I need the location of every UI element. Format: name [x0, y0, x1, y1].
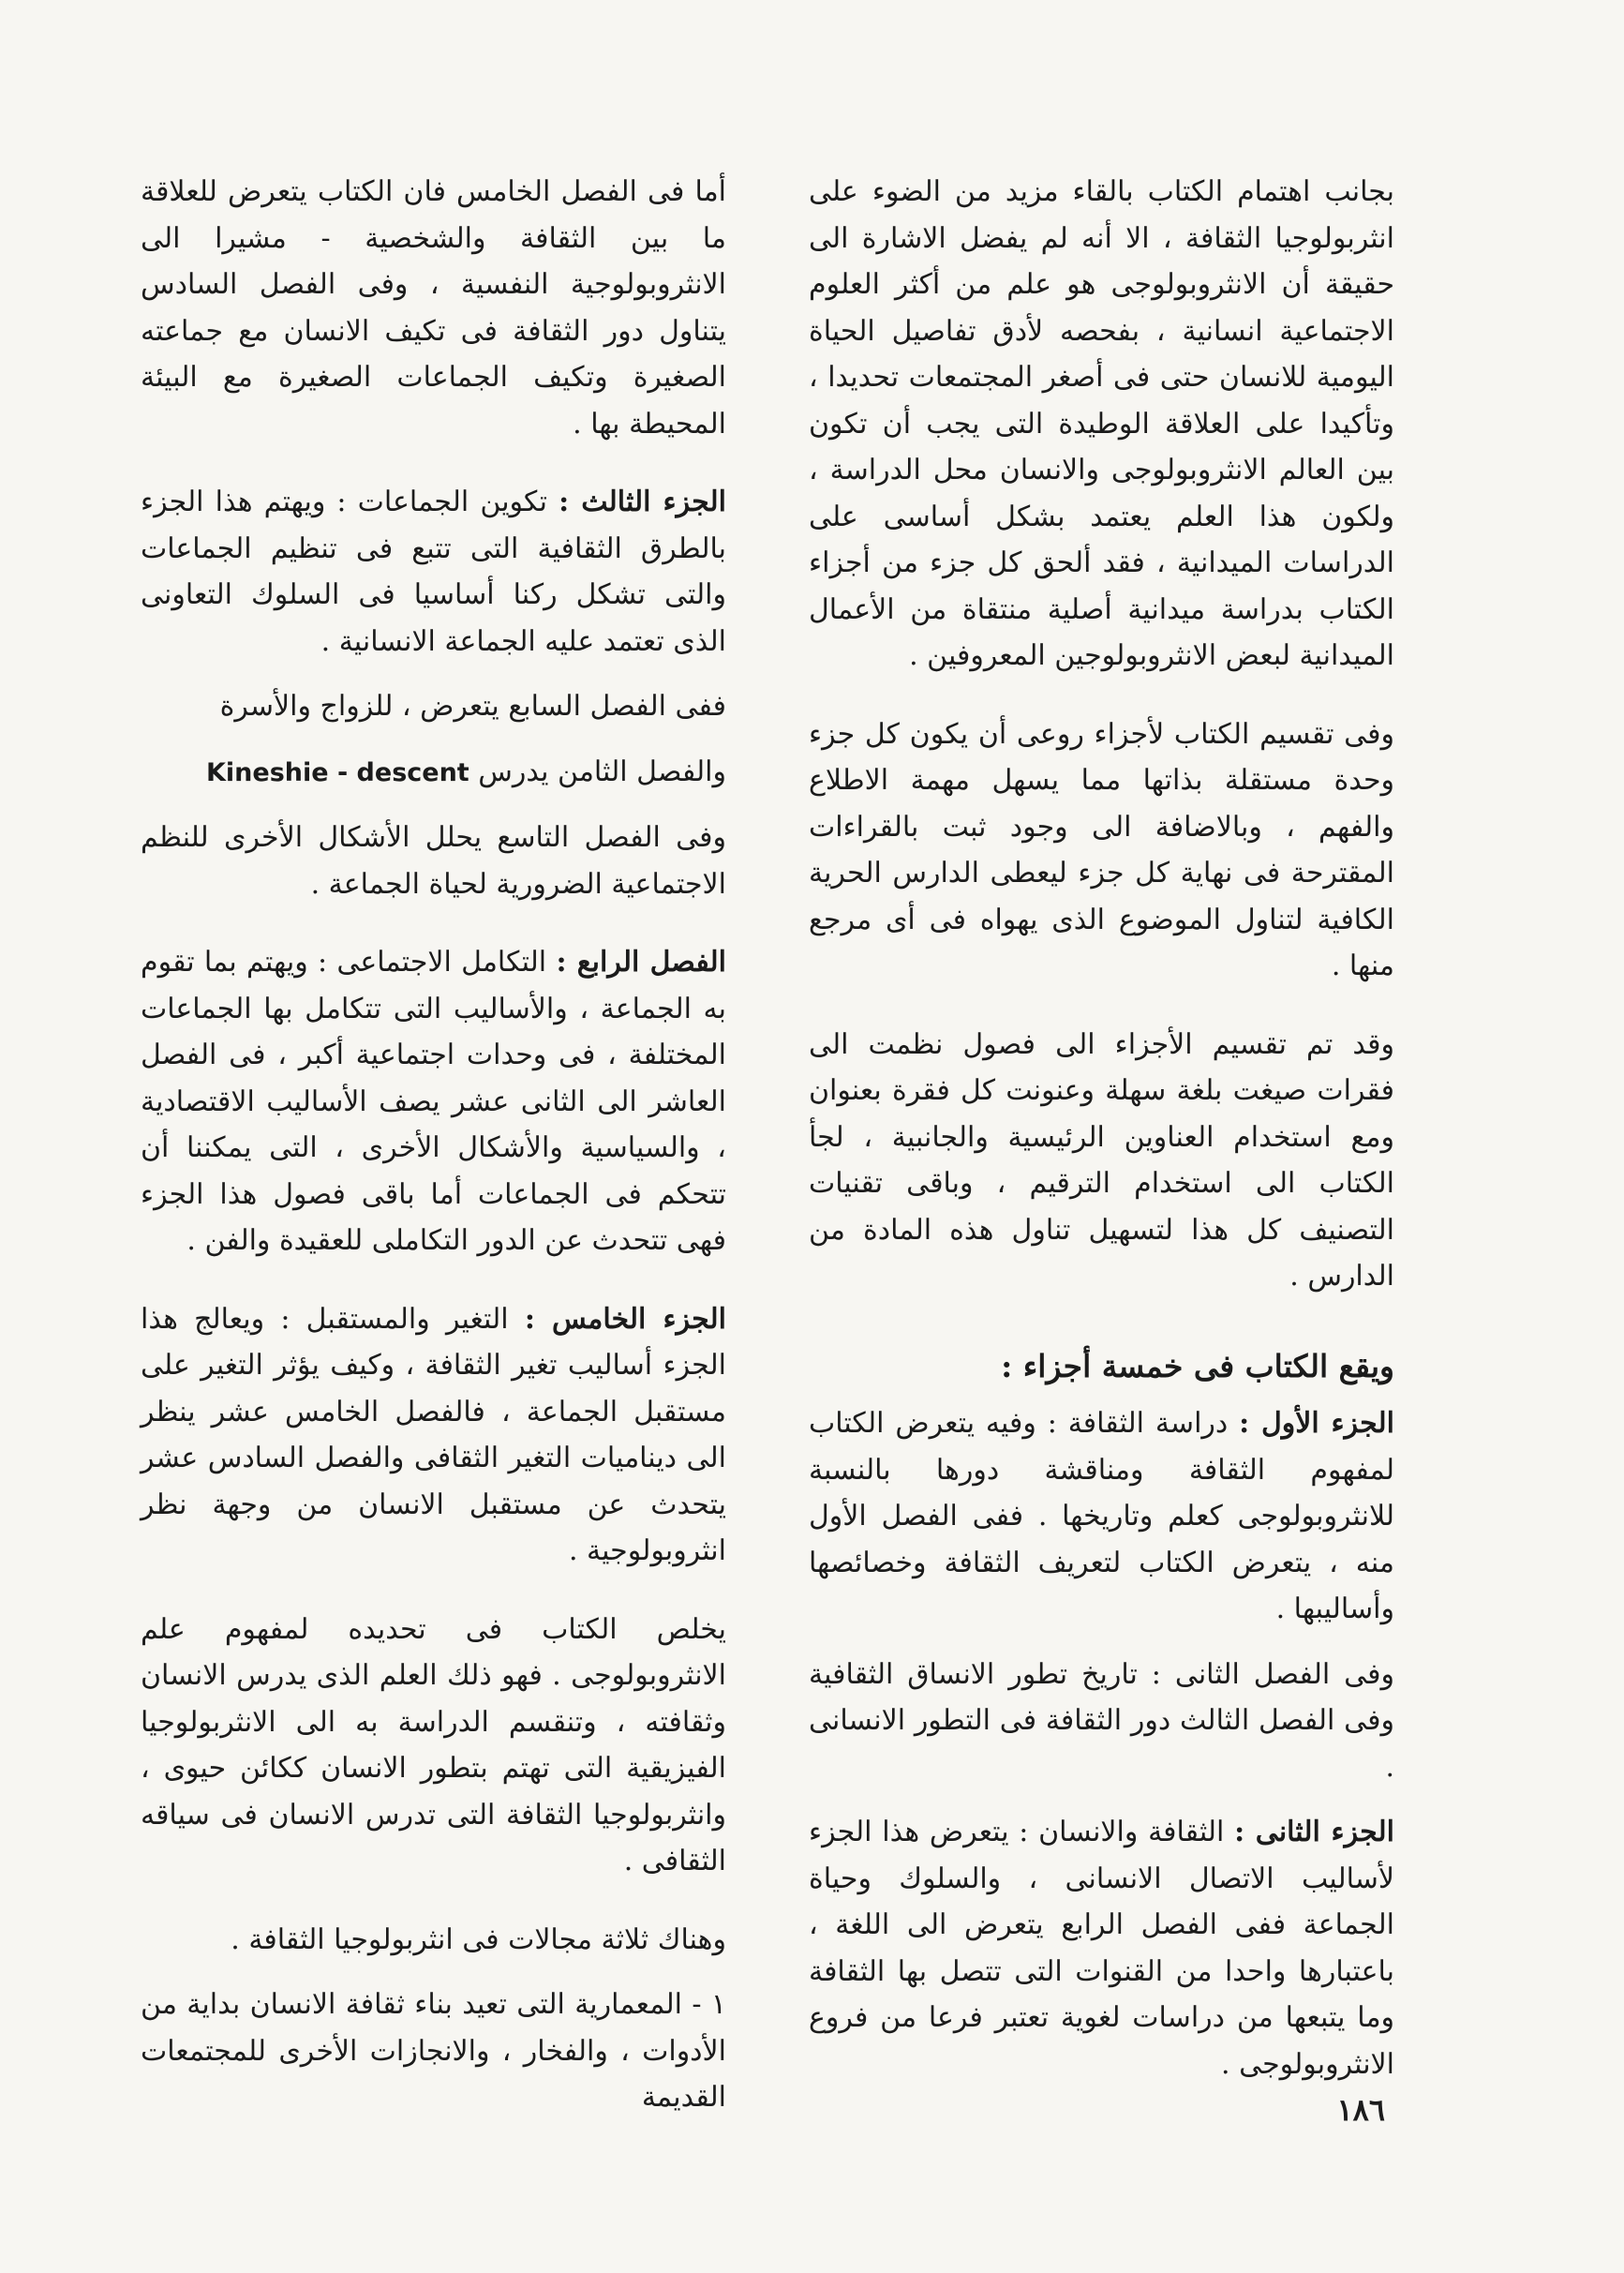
chapter-two-paragraph: وفى الفصل الثانى : تاريخ تطور الانساق الثقافية وفى الفصل الثالث دور الثقافة فى التطور الانسانى .: [809, 1657, 1394, 1784]
right-column: [809, 169, 1394, 2119]
fields-line: وهناك ثلاثة مجالات فى انثربولوجيا الثقافة .: [231, 1922, 726, 1956]
part-four-lead: الفصل الرابع :: [556, 946, 726, 979]
part-two-lead: الجزء الثانى :: [1234, 1816, 1394, 1848]
paragraph: وقد تم تقسيم الأجزاء الى فصول نظمت الى فقرات صيغت بلغة سهلة وعنونت كل فقرة بعنوان ومع استخدام العناوين الرئيسية والجانبية ، لجأ الكتاب الى استخدام الترقيم ، وباقى تقنيات التصنيف كل هذا لتسهيل تناول هذه المادة من الدارس .: [809, 1027, 1394, 1293]
part-one-paragraph: [809, 1400, 1394, 1633]
part-four-paragraph: [141, 939, 726, 1264]
chapter-eight-line: [141, 749, 726, 797]
part-five-text: التغير والمستقبل : ويعالج هذا الجزء أساليب تغير الثقافة ، وكيف يؤثر التغير على مستقبل الجماعة ، فالفصل الخامس عشر ينظر الى ديناميات التغير الثقافى والفصل السادس عشر يتحدث عن مستقبل الانسان من وجهة نظر انثروبولوجية .: [141, 1302, 726, 1567]
part-one-lead: الجزء الأول :: [1239, 1407, 1394, 1440]
list-item: ١ - المعمارية التى تعيد بناء ثقافة الانسان بداية من الأدوات ، والفخار ، والانجازات الأخرى للمجتمعات القديمة: [141, 1988, 726, 2114]
part-three-lead: الجزء الثالث :: [559, 486, 726, 518]
chapter-eight-latin-term: Kineshie - descent: [205, 757, 469, 787]
part-two-text: الثقافة والانسان : يتعرض هذا الجزء لأساليب الاتصال الانسانى ، والسلوك وحياة الجماعة ففى الفصل الرابع يتعرض الى اللغة ، باعتبارها واحدا من القنوات التى تتصل بها الثقافة وما يتبعها من دراسات لغوية تعتبر فرعا من فروع الانثروبولوجى .: [809, 1816, 1394, 2081]
paragraph: بجانب اهتمام الكتاب بالقاء مزيد من الضوء على انثربولوجيا الثقافة ، الا أنه لم يفضل الاشارة الى حقيقة أن الانثروبولوجى هو علم من أكثر العلوم الاجتماعية انسانية ، بفحصه لأدق تفاصيل الحياة اليومية للانسان حتى فى أصغر المجتمعات تحديدا ، وتأكيدا على العلاقة الوطيدة التى يجب أن تكون بين العالم الانثروبولوجى والانسان محل الدراسة ، ولكون هذا العلم يعتمد بشكل أساسى على الدراسات الميدانية ، فقد ألحق كل جزء من أجزاء الكتاب بدراسة ميدانية أصلية منتقاة من الأعمال الميدانية لبعض الانثروبولوجين المعروفين .: [809, 175, 1394, 672]
chapter-eight-text: والفصل الثامن يدرس: [478, 755, 726, 788]
paragraph: أما فى الفصل الخامس فان الكتاب يتعرض للعلاقة ما بين الثقافة والشخصية - مشيرا الى الانثروبولوجية النفسية ، وفى الفصل السادس يتناول دور الثقافة فى تكيف الانسان مع جماعته الصغيرة وتكيف الجماعات الصغيرة مع البيئة المحيطة بها .: [141, 175, 726, 441]
part-four-text: التكامل الاجتماعى : ويهتم بما تقوم به الجماعة ، والأساليب التى تتكامل بها الجماعات المختلفة ، فى وحدات اجتماعية أكبر ، فى الفصل العاشر الى الثانى عشر يصف الأساليب الاقتصادية ، والسياسية والأشكال الأخرى ، التى يمكننا أن تتحكم فى الجماعات أما باقى فصول هذا الجزء فهى تتحدث عن الدور التكاملى للعقيدة والفن .: [141, 946, 726, 1257]
left-column: [141, 169, 726, 2153]
part-two-paragraph: [809, 1809, 1394, 2087]
part-five-lead: الجزء الخامس :: [524, 1302, 727, 1336]
part-three-text: تكوين الجماعات : ويهتم هذا الجزء بالطرق الثقافية التى تتبع فى تنظيم الجماعات والتى تشكل ركنا أساسيا فى السلوك التعاونى الذى تعتمد عليه الجماعة الانسانية .: [141, 486, 726, 658]
part-one-text: دراسة الثقافة : وفيه يتعرض الكتاب لمفهوم الثقافة ومناقشة دورها بالنسبة للانثروبولوجى كعلم وتاريخها . ففى الفصل الأول منه ، يتعرض الكتاب لتعريف الثقافة وخصائصها وأساليبها .: [809, 1407, 1394, 1625]
summary-paragraph: يخلص الكتاب فى تحديده لمفهوم علم الانثروبولوجى . فهو ذلك العلم الذى يدرس الانسان وثقافته ، وتنقسم الدراسة به الى الانثربولوجيا الفيزيقية التى تهتم بتطور الانسان ككائن حيوى ، وانثربولوجيا الثقافة التى تدرس الانسان فى سياقه الثقافى .: [141, 1612, 726, 1877]
chapter-nine-paragraph: وفى الفصل التاسع يحلل الأشكال الأخرى للنظم الاجتماعية الضرورية لحياة الجماعة .: [141, 821, 726, 901]
part-three-paragraph: [141, 479, 726, 665]
chapter-seven-line: ففى الفصل السابع يتعرض ، للزواج والأسرة: [219, 690, 726, 723]
part-five-paragraph: [141, 1296, 726, 1575]
page-number: ١٨٦: [1336, 2092, 1385, 2128]
section-heading: ويقع الكتاب فى خمسة أجزاء :: [1001, 1347, 1394, 1384]
paragraph: وفى تقسيم الكتاب لأجزاء روعى أن يكون كل جزء وحدة مستقلة بذاتها مما يسهل مهمة الاطلاع والفهم ، وبالاضافة الى وجود ثبت بالقراءات المقترحة فى نهاية كل جزء ليعطى الدارس الحرية الكافية لتناول الموضوع الذى يهواه فى أى مرجع منها .: [809, 717, 1394, 982]
